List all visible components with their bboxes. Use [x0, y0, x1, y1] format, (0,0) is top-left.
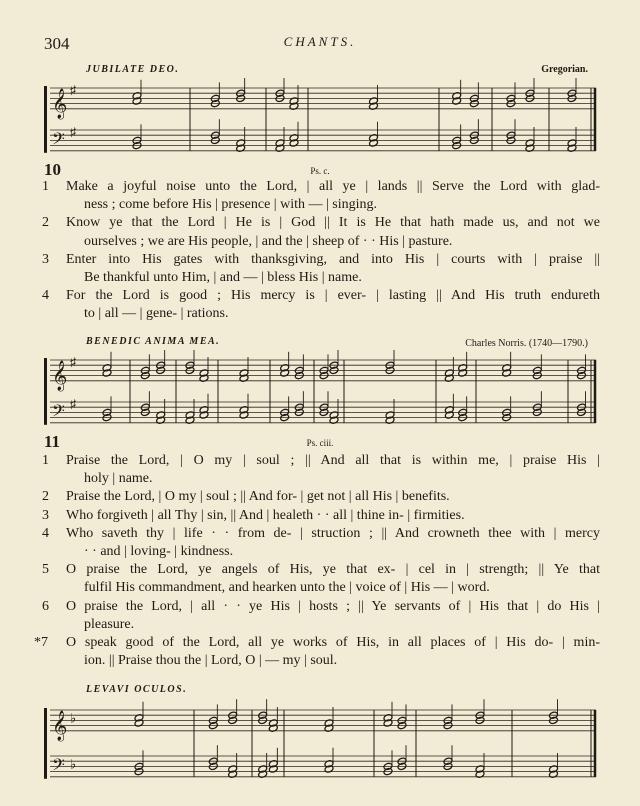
verse — [44, 287, 600, 323]
music-staff-system — [44, 350, 600, 432]
chant-number: 10 — [44, 160, 61, 179]
verse-line: pleasure. — [84, 616, 135, 632]
running-head: CHANTS. — [283, 34, 357, 49]
music-staff-system — [44, 78, 600, 160]
verse — [44, 452, 600, 488]
sharp-icon: ♯ — [70, 355, 76, 370]
verse-number: 4 — [42, 525, 49, 541]
page-number: 304 — [44, 34, 70, 53]
verse-number: 2 — [42, 215, 49, 231]
verse-line: Who saveth thy | life · · from de- | struction ; || And crowneth thee with | mercy — [66, 525, 600, 541]
chant-composer: Charles Norris. (1740—1790.) — [465, 338, 588, 349]
verse-line: O praise the Lord, | all · · ye His | hosts ; || Ye servants of | His that | do His | — [66, 598, 600, 614]
verse — [34, 634, 600, 670]
verse-line: For the Lord is good ; His mercy is | ever- | lasting || And His truth endureth — [66, 288, 600, 304]
sharp-icon: ♯ — [70, 397, 76, 412]
psalm-reference: Ps. c. — [310, 166, 330, 176]
verse-number: 1 — [42, 179, 49, 194]
flat-icon: ♭ — [70, 756, 77, 772]
verse-number: 2 — [42, 489, 49, 505]
verse — [44, 251, 600, 287]
verse — [44, 598, 600, 634]
treble-clef-icon: 𝄞 — [52, 88, 68, 119]
chant-number: 11 — [44, 432, 61, 451]
bass-clef-icon: 𝄢 — [52, 754, 65, 779]
verse-line: ourselves ; we are His people, | and the | sheep of · · His | pasture. — [84, 233, 453, 249]
verse-line: ness ; come before His | presence | with — | singing. — [84, 197, 378, 213]
verse-line: Be thankful unto Him, | and — | bless His | name. — [84, 270, 362, 286]
verse — [44, 214, 600, 250]
verse-line: O praise the Lord, ye angels of His, ye that ex- | cel in | strength; || Ye that — [66, 562, 600, 578]
verse-line: · · and | loving- | kindness. — [84, 544, 234, 560]
system-bracket — [44, 708, 47, 779]
verse-number: *7 — [34, 635, 48, 651]
staff-svg — [44, 78, 600, 160]
sharp-icon: ♯ — [70, 83, 76, 98]
treble-clef-icon: 𝄞 — [52, 710, 68, 741]
verse-line: to | all — | gene- | rations. — [84, 306, 229, 322]
verse-list — [44, 178, 600, 324]
verse — [44, 525, 600, 561]
verse-list — [34, 452, 600, 670]
chant-composer: Gregorian. — [541, 64, 588, 75]
verse-number: 3 — [42, 251, 49, 267]
system-bracket — [44, 358, 47, 425]
chant-title: LEVAVI OCULOS. — [86, 684, 188, 695]
verse — [44, 488, 600, 506]
psalm-reference: Ps. ciii. — [306, 438, 334, 448]
verse-number: 3 — [42, 507, 49, 523]
verse — [44, 507, 600, 525]
verse-line: Who forgiveth | all Thy | sin, || And | healeth · · all | thine in- | firmities. — [66, 507, 465, 523]
staff-svg — [44, 698, 600, 788]
sharp-icon: ♯ — [70, 125, 76, 140]
verse — [44, 561, 600, 597]
verse-line: ion. || Praise thou the | Lord, O | — my | soul. — [84, 653, 338, 669]
verse-number: 6 — [42, 598, 49, 614]
treble-clef-icon: 𝄞 — [52, 360, 68, 391]
verse-number: 4 — [42, 288, 49, 304]
system-bracket — [44, 86, 47, 153]
staff-svg — [44, 350, 600, 432]
bass-clef-icon: 𝄢 — [52, 128, 65, 153]
verse-line: Praise the Lord, | O my | soul ; || And all that is within me, | praise His | — [66, 453, 600, 468]
verse-line: Praise the Lord, | O my | soul ; || And for- | get not | all His | benefits. — [66, 489, 450, 505]
verse-line: Enter into His gates with thanksgiving, and into His | courts with | praise || — [66, 251, 600, 267]
chant-title: BENEDIC ANIMA MEA. — [86, 336, 221, 347]
bass-clef-icon: 𝄢 — [52, 400, 65, 425]
verse-line: O speak good of the Lord, all ye works of His, in all places of | His do- | min- — [66, 635, 600, 651]
music-staff-system — [44, 698, 600, 788]
verse-number: 1 — [42, 453, 49, 468]
verse — [44, 178, 600, 214]
verse-line: fulfil His commandment, and hearken unto the | voice of | His — | word. — [84, 580, 490, 596]
verse-line: holy | name. — [84, 471, 153, 487]
flat-icon: ♭ — [70, 710, 77, 726]
verse-line: Know ye that the Lord | He is | God || It is He that hath made us, and not we — [66, 215, 600, 231]
verse-number: 5 — [42, 562, 49, 578]
verse-line: Make a joyful noise unto the Lord, | all ye | lands || Serve the Lord with glad- — [66, 179, 600, 194]
chant-title: JUBILATE DEO. — [86, 64, 180, 75]
